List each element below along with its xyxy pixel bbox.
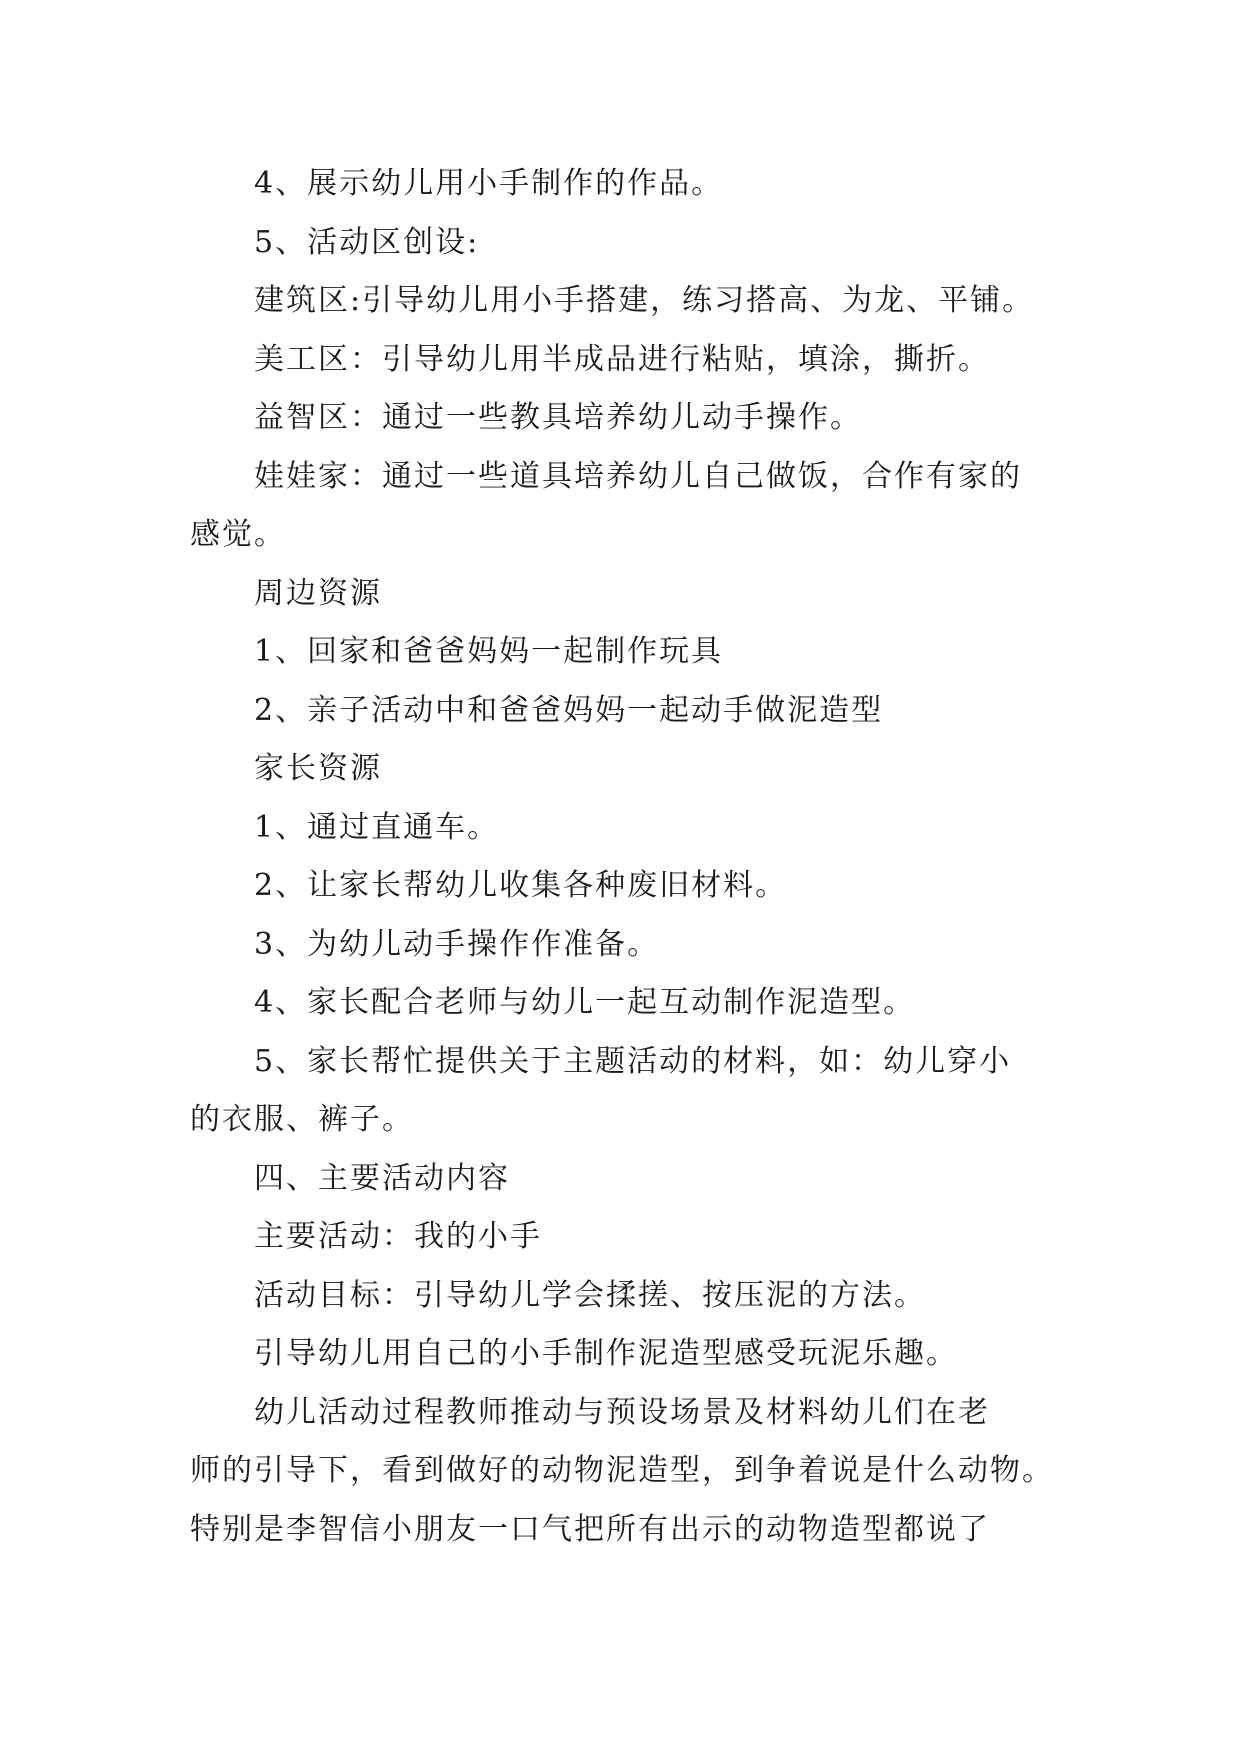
text-line: 活动目标：引导幼儿学会揉搓、按压泥的方法。 bbox=[254, 1277, 926, 1313]
text-line: 4、展示幼儿用小手制作的作品。 bbox=[254, 166, 724, 201]
document-body bbox=[190, 155, 1070, 1559]
text-line: 益智区：通过一些教具培养幼儿动手操作。 bbox=[254, 400, 862, 435]
text-line: 师的引导下，看到做好的动物泥造型，到争着说是什么动物。 bbox=[190, 1453, 1054, 1488]
text-line: 1、通过直通车。 bbox=[254, 809, 500, 845]
text-line: 引导幼儿用自己的小手制作泥造型感受玩泥乐趣。 bbox=[254, 1336, 958, 1371]
text-line: 感觉。 bbox=[190, 517, 286, 552]
text-line: 2、亲子活动中和爸爸妈妈一起动手做泥造型 bbox=[254, 692, 884, 728]
text-line: 主要活动：我的小手 bbox=[254, 1219, 542, 1254]
text-line: 家长资源 bbox=[254, 751, 382, 786]
text-line: 周边资源 bbox=[254, 575, 382, 611]
text-line: 建筑区:引导幼儿用小手搭建，练习搭高、为龙、平铺。 bbox=[254, 283, 1035, 318]
text-line: 娃娃家：通过一些道具培养幼儿自己做饭，合作有家的 bbox=[254, 458, 1022, 494]
text-line: 2、让家长帮幼儿收集各种废旧材料。 bbox=[254, 868, 788, 903]
text-line: 幼儿活动过程教师推动与预设场景及材料幼儿们在老 bbox=[254, 1394, 990, 1430]
text-line: 美工区：引导幼儿用半成品进行粘贴，填涂，撕折。 bbox=[254, 341, 990, 377]
text-line: 4、家长配合老师与幼儿一起互动制作泥造型。 bbox=[254, 985, 916, 1020]
text-line: 3、为幼儿动手操作作准备。 bbox=[254, 926, 660, 962]
text-line: 特别是李智信小朋友一口气把所有出示的动物造型都说了 bbox=[190, 1511, 990, 1547]
text-line: 的衣服、裤子。 bbox=[190, 1102, 414, 1137]
text-line: 1、回家和爸爸妈妈一起制作玩具 bbox=[254, 634, 724, 669]
text-line: 5、家长帮忙提供关于主题活动的材料，如：幼儿穿小 bbox=[254, 1043, 1012, 1079]
text-line: 四、主要活动内容 bbox=[254, 1160, 510, 1196]
text-line: 5、活动区创设: bbox=[254, 224, 480, 260]
